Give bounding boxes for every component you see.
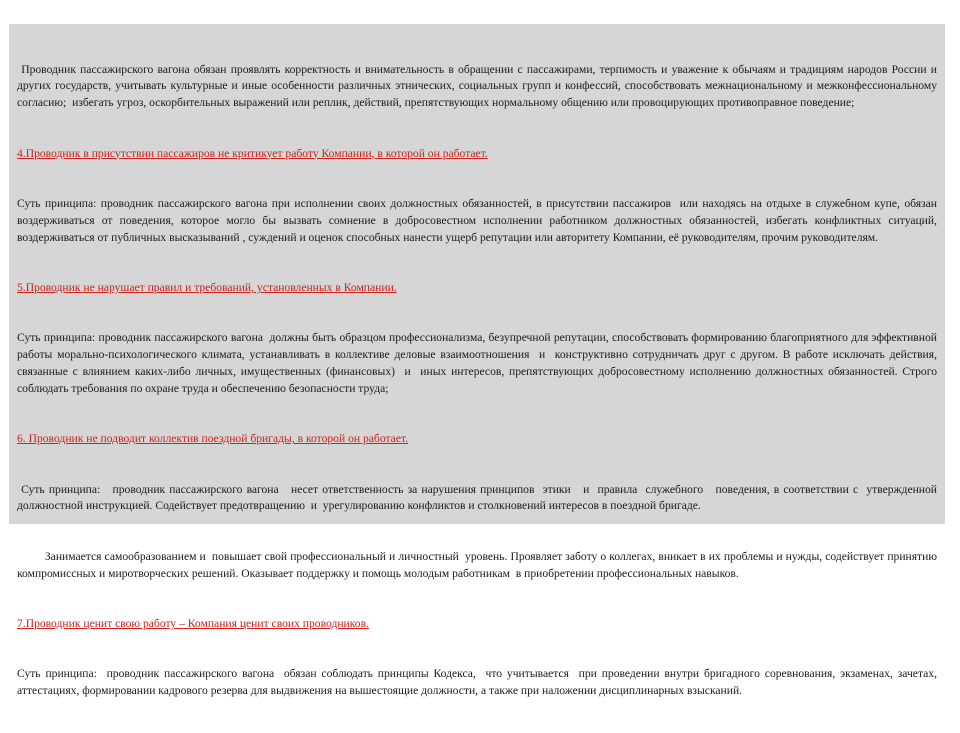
paragraph-intro: Проводник пассажирского вагона обязан проявлять корректность и внимательность в обращении с пассажирами, терпимость и уважение к обычаям и традициям народов России и других государств, учитывать культурные и иные особенности различных этнических, социальных групп и конфессий, способствовать межнациональному и межконфессиональному согласию; избегать угроз, оскорбительных выражений или реплик, действий, препятствующих нормальному общению или провоцирующих противоправное поведение; (17, 62, 940, 110)
principle-heading-7: 7.Проводник ценит свою работу – Компания ценит своих проводников. (17, 616, 369, 630)
principle-heading-4: 4.Проводник в присутствии пассажиров не критикует работу Компании, в которой он работает. (17, 146, 488, 160)
text-panel (9, 24, 945, 698)
principle-heading-5: 5.Проводник не нарушает правил и требований, установленных в Компании. (17, 280, 397, 294)
principle-body-6: Суть принципа: проводник пассажирского вагона несет ответственность за нарушения принципов этики и правила служебного поведения, в соответствии с утвержденной должностной инструкцией. Содействует предотвращению и урегулированию конфликтов и столкновений интересов в поездной бригаде. (17, 482, 940, 513)
principle-heading-6: 6. Проводник не подводит коллектив поездной бригады, в которой он работает. (17, 432, 409, 446)
principle-body-7: Суть принципа: проводник пассажирского вагона обязан соблюдать принципы Кодекса, что учитывается при проведении внутри бригадного соревнования, экзаменах, зачетах, аттестациях, формировании кадрового резерва для выдвижения на вышестоящие должности, а также при наложении дисциплинарных взысканий. (17, 667, 940, 698)
principle-body-4: Суть принципа: проводник пассажирского вагона при исполнении своих должностных обязанностей, в присутствии пассажиров или находясь на отдыхе в служебном купе, обязан воздерживаться от поведения, которое могло бы вызвать сомнение в добросовестном исполнении работником должностных обязанностей, избегать конфликтных ситуаций, воздерживаться от публичных высказываний , суждений и оценок способных нанести ущерб репутации или авторитету Компании, её руководителям, прочим руководителям. (17, 196, 940, 244)
principle-body-6-continued: Занимается самообразованием и повышает свой профессиональный и личностный уровень. Проявляет заботу о коллегах, вникает в их проблемы и нужды, содействует принятию компромиссных и миротворческих решений. Оказывает поддержку и помощь молодым работникам в приобретении профессиональных навыков. (17, 549, 940, 580)
principle-body-5: Суть принципа: проводник пассажирского вагона должны быть образцом профессионализма, безупречной репутации, способствовать формированию благоприятного для эффективной работы морально-психологического климата, устанавливать в коллективе деловые взаимоотношения и конструктивно сотрудничать друг с другом. В работе исключать действия, связанные с влиянием каких-либо личных, имущественных (финансовых) и иных интересов, препятствующих добросовестному исполнению должностных обязанностей. Строго соблюдать требования по охране труда и обеспечению безопасности труда; (17, 331, 943, 395)
code-of-conduct-text (17, 28, 943, 733)
